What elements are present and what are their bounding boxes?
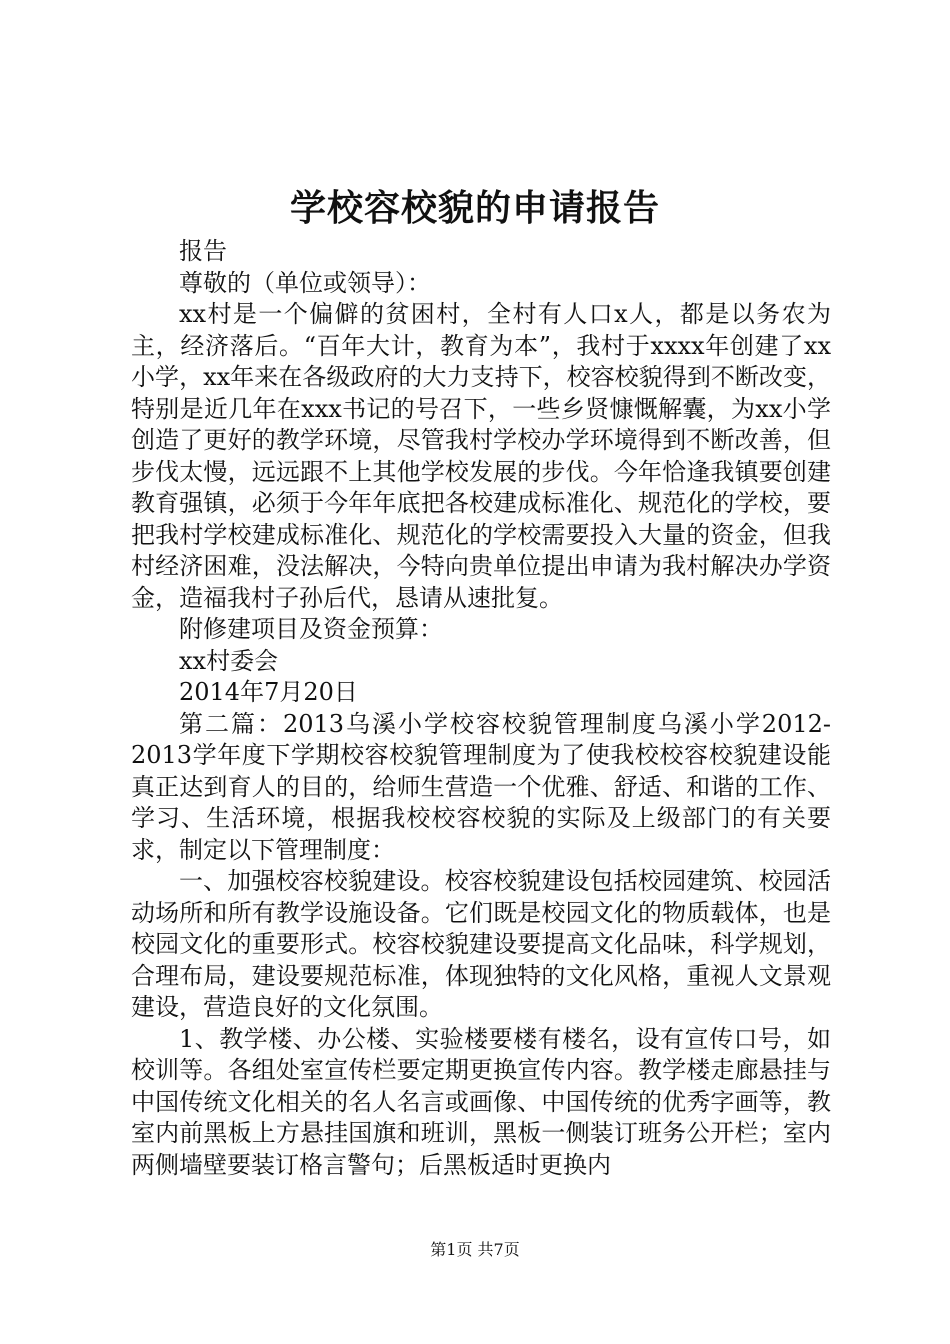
paragraph-attachment: 附修建项目及资金预算：: [179, 615, 443, 643]
document-body: [131, 236, 831, 1181]
document-title: 学校容校貌的申请报告: [289, 187, 660, 229]
paragraph-second-article: 第二篇：2013乌溪小学校容校貌管理制度乌溪小学2012-2013学年度下学期校容校貌管理制度为了使我校校容校貌建设能真正达到育人的目的，给师生营造一个优雅、舒适、和谐的工作、学习、生活环境，根据我校校容校貌的实际及上级部门的有关要求，制定以下管理制度：: [131, 709, 831, 864]
paragraph-section-one: 一、加强校容校貌建设。校容校貌建设包括校园建筑、校园活动场所和所有教学设施设备。它们既是校园文化的物质载体，也是校园文化的重要形式。校容校貌建设要提高文化品味，科学规划，合理布局，建设要规范标准，体现独特的文化风格，重视人文景观建设，营造良好的文化氛围。: [131, 867, 831, 1021]
paragraph-date: 2014年7月20日: [179, 678, 358, 706]
paragraph-salutation: 尊敬的（单位或领导）：: [179, 268, 431, 297]
paragraph-report-label: 报告: [179, 237, 227, 265]
paragraph-item-one: 1、教学楼、办公楼、实验楼要楼有楼名，设有宣传口号，如校训等。各组处室宣传栏要定期更换宣传内容。教学楼走廊悬挂与中国传统文化相关的名人名言或画像、中国传统的优秀字画等，教室内前黑板上方悬挂国旗和班训，黑板一侧装订班务公开栏；室内两侧墙壁要装订格言警句；后黑板适时更换内: [131, 1024, 831, 1179]
paragraph-signature: xx村委会: [179, 646, 279, 675]
page-footer: 第1页 共7页: [430, 1240, 520, 1259]
paragraph-request-body: xx村是一个偏僻的贫困村，全村有人口x人，都是以务农为主，经济落后。“百年大计，教育为本”，我村于xxxx年创建了xx小学，xx年来在各级政府的大力支持下，校容校貌得到不断改变，特别是近几年在xxx书记的号召下，一些乡贤慷慨解囊，为xx小学创造了更好的教学环境，尽管我村学校办学环境得到不断改善，但步伐太慢，远远跟不上其他学校发展的步伐。今年恰逢我镇要创建教育强镇，必须于今年年底把各校建成标准化、规范化的学校，要把我村学校建成标准化、规范化的学校需要投入大量的资金，但我村经济困难，没法解决，今特向贵单位提出申请为我村解决办学资金，造福我村子孙后代，恳请从速批复。: [131, 300, 831, 612]
